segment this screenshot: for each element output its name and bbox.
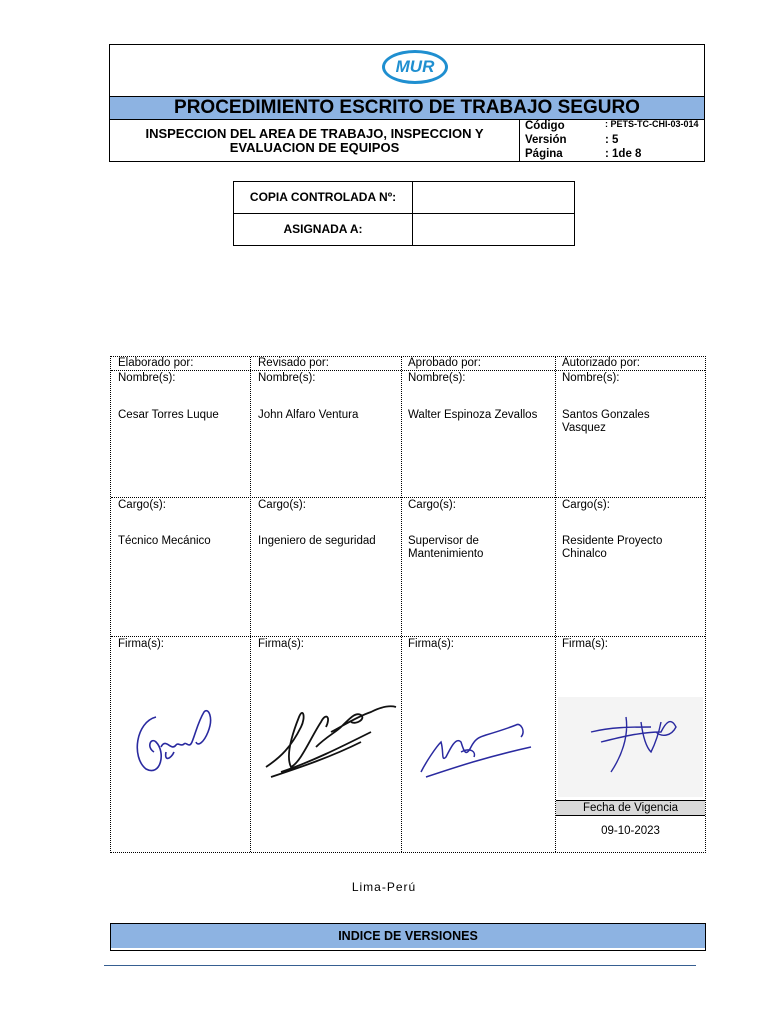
meta-version [521, 133, 704, 147]
signature-table [110, 356, 706, 853]
meta-label: Versión [525, 134, 567, 146]
document-subtitle [110, 119, 520, 161]
meta-codigo [521, 119, 704, 133]
meta-label: Página [525, 148, 563, 160]
subtitle-line-2: EVALUACION DE EQUIPOS [229, 140, 400, 155]
role-label: Aprobado por: [408, 357, 481, 369]
cargo-label: Cargo(s): [118, 499, 166, 511]
signature-3-image [416, 707, 546, 787]
row-divider [111, 370, 705, 371]
document-meta [521, 119, 704, 161]
column-divider [250, 357, 251, 852]
firma-label: Firma(s): [118, 638, 164, 650]
meta-value: : 5 [605, 134, 619, 146]
signature-1-image [126, 697, 226, 787]
cargo-label: Cargo(s): [562, 499, 610, 511]
firma-label: Firma(s): [562, 638, 608, 650]
logo-text: MUR [395, 57, 435, 76]
role-label: Autorizado por: [562, 357, 640, 369]
copia-controlada-label: COPIA CONTROLADA Nº: [234, 182, 413, 213]
cargo-value: Ingeniero de seguridad [258, 535, 376, 547]
signature-2-image [261, 687, 401, 787]
location-text: Lima-Perú [351, 880, 417, 894]
version-index-title: INDICE DE VERSIONES [111, 924, 705, 948]
role-label: Elaborado por: [118, 357, 194, 369]
meta-value: : 1de 8 [605, 148, 642, 160]
copia-row [234, 182, 574, 213]
controlled-copy-table [233, 181, 575, 246]
firma-label: Firma(s): [258, 638, 304, 650]
cargo-value-line-2: Chinalco [562, 548, 607, 560]
nombre-value: John Alfaro Ventura [258, 409, 359, 421]
subtitle-line-1: INSPECCION DEL AREA DE TRABAJO, INSPECCION Y [145, 126, 484, 141]
footer-divider [104, 965, 696, 966]
document-header [109, 44, 705, 162]
cargo-value-line-2: Mantenimiento [408, 548, 484, 560]
nombre-label: Nombre(s): [562, 372, 620, 384]
row-divider [111, 497, 705, 498]
column-divider [401, 357, 402, 852]
asignada-label: ASIGNADA A: [234, 214, 413, 245]
document-title: PROCEDIMIENTO ESCRITO DE TRABAJO SEGURO [110, 96, 704, 120]
cargo-label: Cargo(s): [408, 499, 456, 511]
logo-area [110, 45, 704, 96]
nombre-value: Walter Espinoza Zevallos [408, 409, 538, 421]
row-divider [111, 636, 705, 637]
signature-4-image [581, 702, 691, 782]
nombre-value-line-2: Vasquez [562, 422, 606, 434]
firma-label: Firma(s): [408, 638, 454, 650]
cargo-value-line-1: Residente Proyecto [562, 535, 663, 547]
fecha-vigencia-value: 09-10-2023 [601, 825, 660, 837]
nombre-value: Cesar Torres Luque [118, 409, 219, 421]
cargo-value: Técnico Mecánico [118, 535, 211, 547]
asignada-row [234, 213, 574, 245]
company-logo [382, 50, 448, 84]
nombre-label: Nombre(s): [258, 372, 316, 384]
nombre-label: Nombre(s): [408, 372, 466, 384]
version-index-table [110, 923, 706, 951]
cargo-value-line-1: Supervisor de [408, 535, 479, 547]
role-label: Revisado por: [258, 357, 329, 369]
meta-value: : PETS-TC-CHI-03-014 [605, 119, 699, 129]
fecha-vigencia-label: Fecha de Vigencia [556, 800, 705, 816]
meta-label: Código [525, 120, 565, 132]
cargo-label: Cargo(s): [258, 499, 306, 511]
nombre-label: Nombre(s): [118, 372, 176, 384]
meta-pagina [521, 147, 704, 161]
nombre-value-line-1: Santos Gonzales [562, 409, 650, 421]
column-divider [555, 357, 556, 852]
